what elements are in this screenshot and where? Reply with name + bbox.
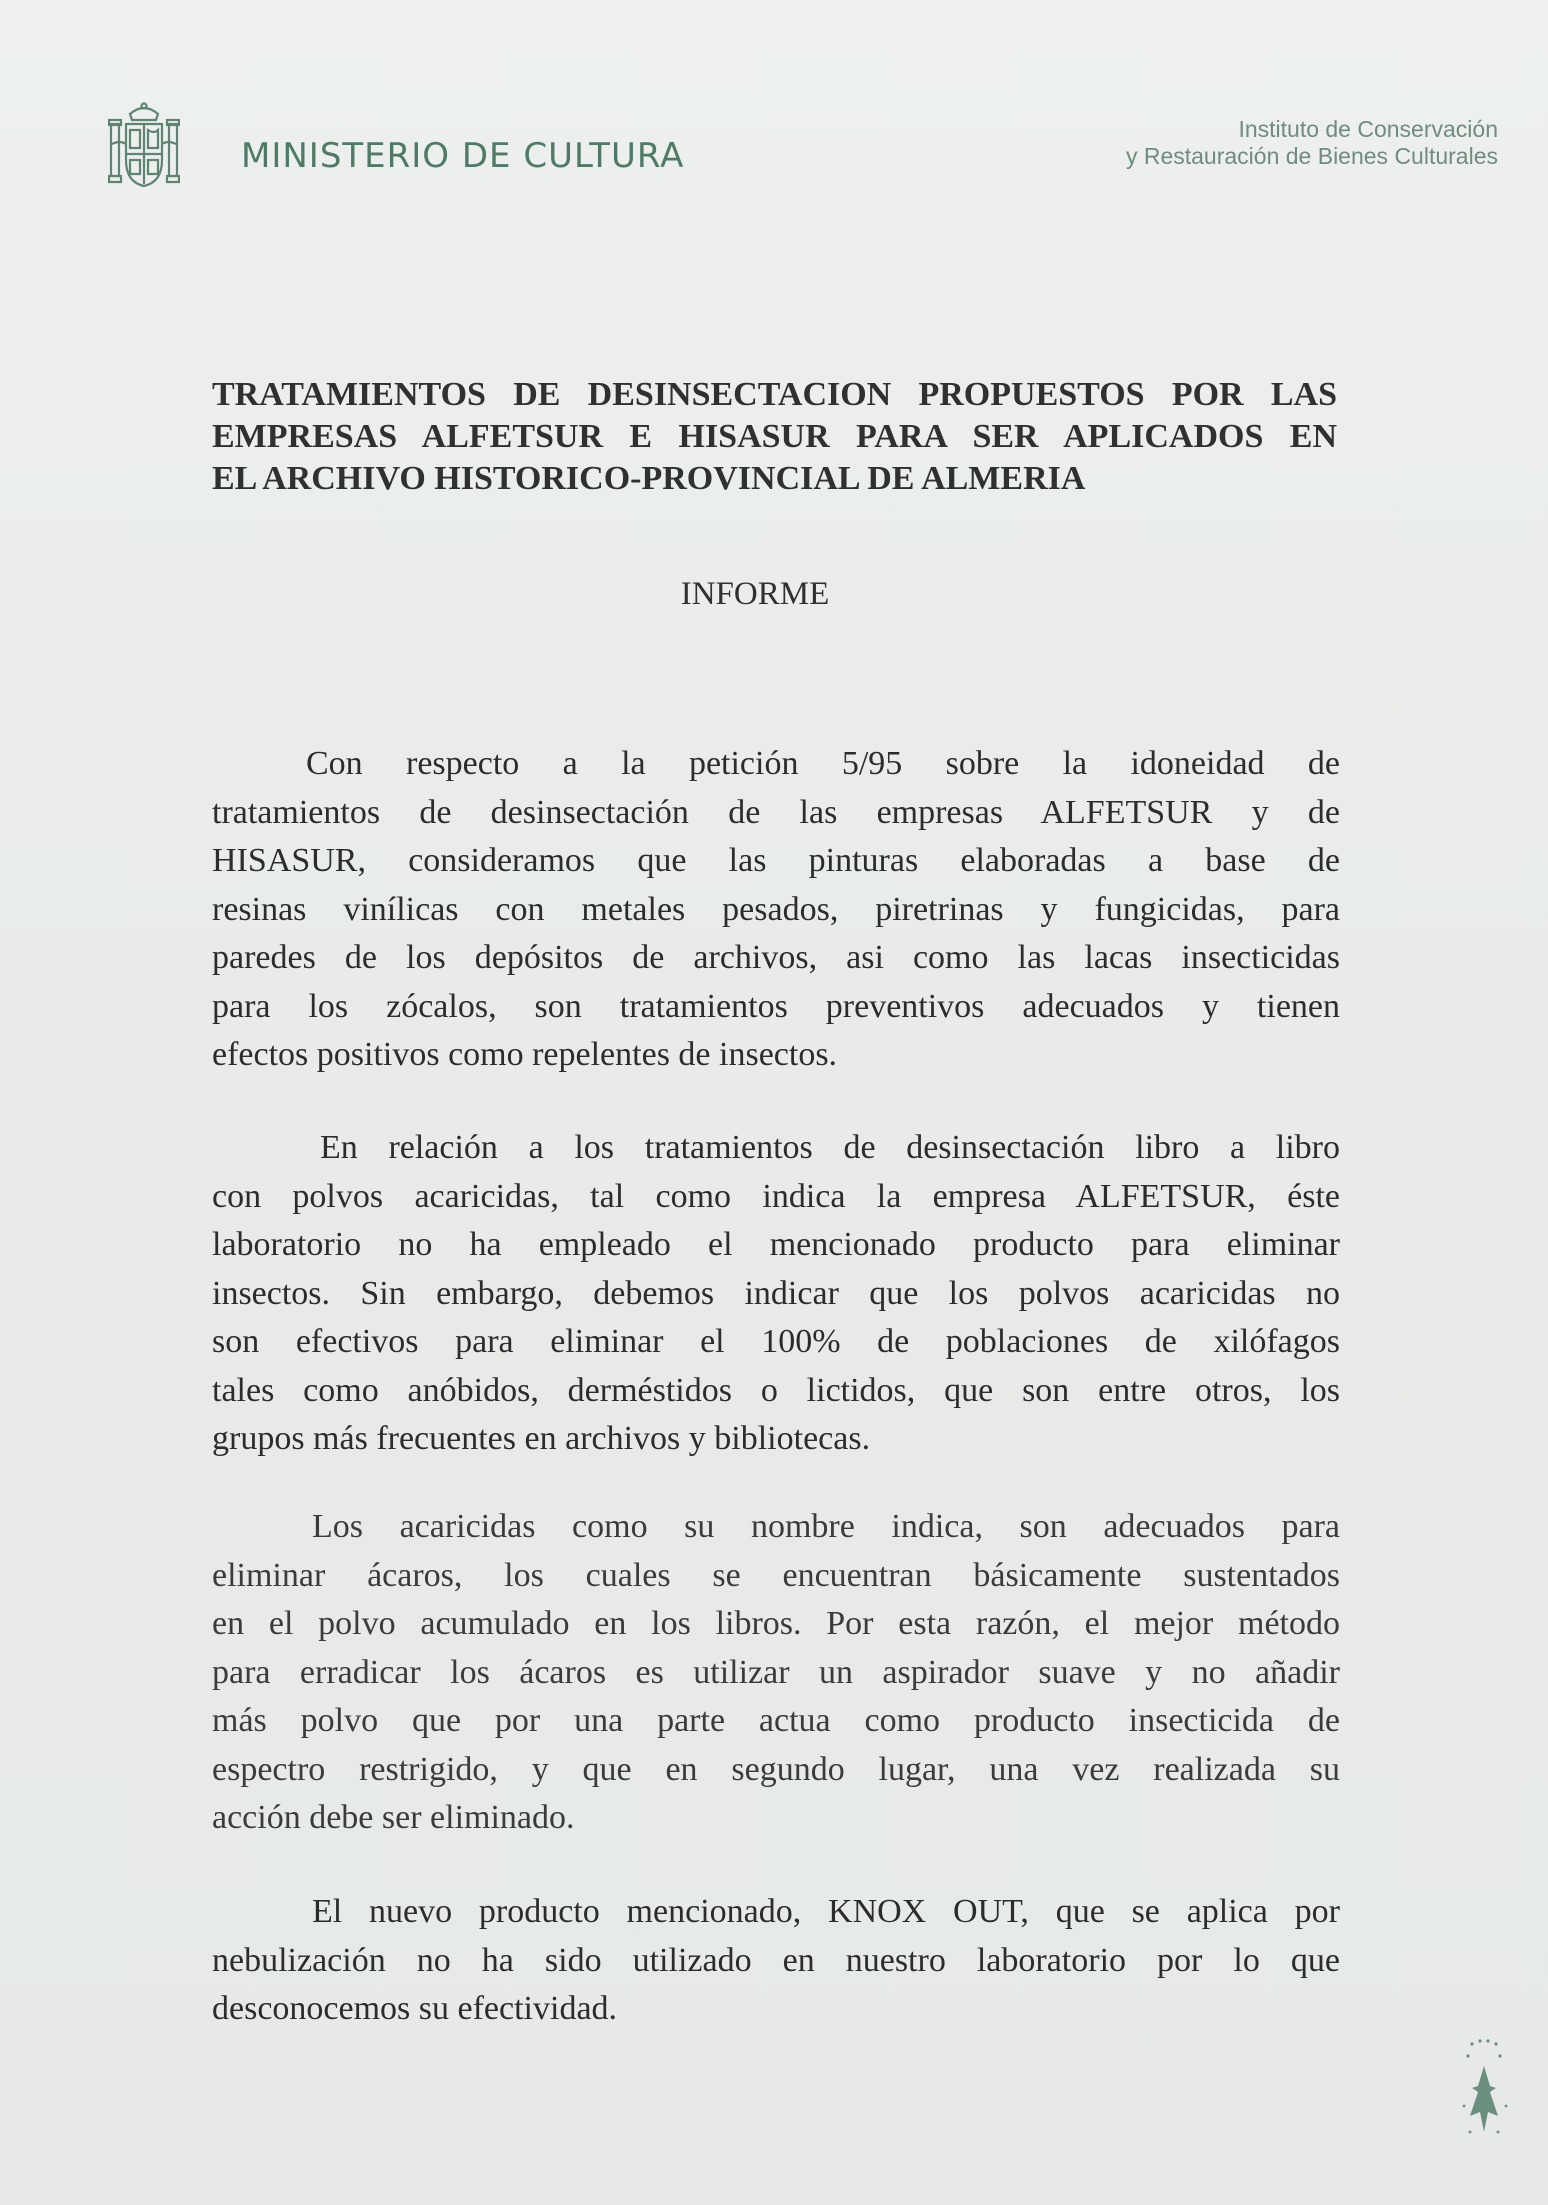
text-line: espectro restrigido, y que en segundo lugar, una vez realizada su [212, 1750, 1340, 1788]
letterhead [108, 100, 1498, 200]
paragraph-2 [212, 1124, 1340, 1464]
paragraph-1 [212, 740, 1340, 1080]
text-line: tales como anóbidos, derméstidos o lictidos, que son entre otros, los [212, 1371, 1340, 1409]
text-line: para los zócalos, son tratamientos preventivos adecuados y tienen [212, 987, 1340, 1025]
text-line: grupos más frecuentes en archivos y bibliotecas. [212, 1420, 871, 1457]
text-line: En relación a los tratamientos de desinsectación libro a libro [320, 1129, 1340, 1166]
title-line: EMPRESAS ALFETSUR E HISASUR PARA SER APLICADOS EN [212, 418, 1337, 455]
paragraph-3 [212, 1503, 1340, 1843]
text-line: para erradicar los ácaros es utilizar un aspirador suave y no añadir [212, 1653, 1340, 1691]
institute-line-2: y Restauración de Bienes Culturales [1125, 143, 1498, 169]
text-line: resinas vinílicas con metales pesados, piretrinas y fungicidas, para [212, 890, 1340, 928]
institute-name [1126, 116, 1498, 170]
report-heading: INFORME [680, 576, 830, 612]
text-line: El nuevo producto mencionado, KNOX OUT, que se aplica por [312, 1893, 1340, 1930]
text-line: paredes de los depósitos de archivos, asi como las lacas insecticidas [212, 939, 1340, 976]
title-line: EL ARCHIVO HISTORICO-PROVINCIAL DE ALMERIA [212, 460, 1086, 497]
institute-line-1: Instituto de Conservación [1238, 116, 1498, 142]
text-line: nebulización no ha sido utilizado en nuestro laboratorio por lo que [212, 1941, 1340, 1979]
text-line: acción debe ser eliminado. [212, 1799, 575, 1836]
text-line: Los acaricidas como su nombre indica, son adecuados para [312, 1508, 1340, 1545]
ministry-name: MINISTERIO DE CULTURA [241, 136, 685, 176]
text-line: laboratorio no ha empleado el mencionado producto para eliminar [212, 1226, 1340, 1263]
text-line: Con respecto a la petición 5/95 sobre la idoneidad de [306, 745, 1340, 782]
title-line: TRATAMIENTOS DE DESINSECTACION PROPUESTOS POR LAS [212, 376, 1337, 413]
coat-of-arms-icon [108, 100, 180, 190]
text-line: desconocemos su efectividad. [212, 1990, 618, 2027]
text-line: con polvos acaricidas, tal como indica la empresa ALFETSUR, éste [212, 1177, 1340, 1215]
text-line: en el polvo acumulado en los libros. Por esta razón, el mejor método [212, 1605, 1340, 1642]
text-line: son efectivos para eliminar el 100% de poblaciones de xilófagos [212, 1323, 1340, 1360]
text-line: efectos positivos como repelentes de insectos. [212, 1036, 838, 1073]
text-line: más polvo que por una parte actua como producto insecticida de [212, 1702, 1340, 1739]
text-line: eliminar ácaros, los cuales se encuentran básicamente sustentados [212, 1556, 1340, 1594]
text-line: insectos. Sin embargo, debemos indicar que los polvos acaricidas no [212, 1274, 1340, 1312]
document-title [212, 374, 1337, 500]
text-line: tratamientos de desinsectación de las empresas ALFETSUR y de [212, 793, 1340, 831]
paragraph-4 [212, 1888, 1340, 2034]
institute-emblem-icon [1450, 2036, 1520, 2146]
text-line: HISASUR, consideramos que las pinturas elaboradas a base de [212, 842, 1340, 879]
